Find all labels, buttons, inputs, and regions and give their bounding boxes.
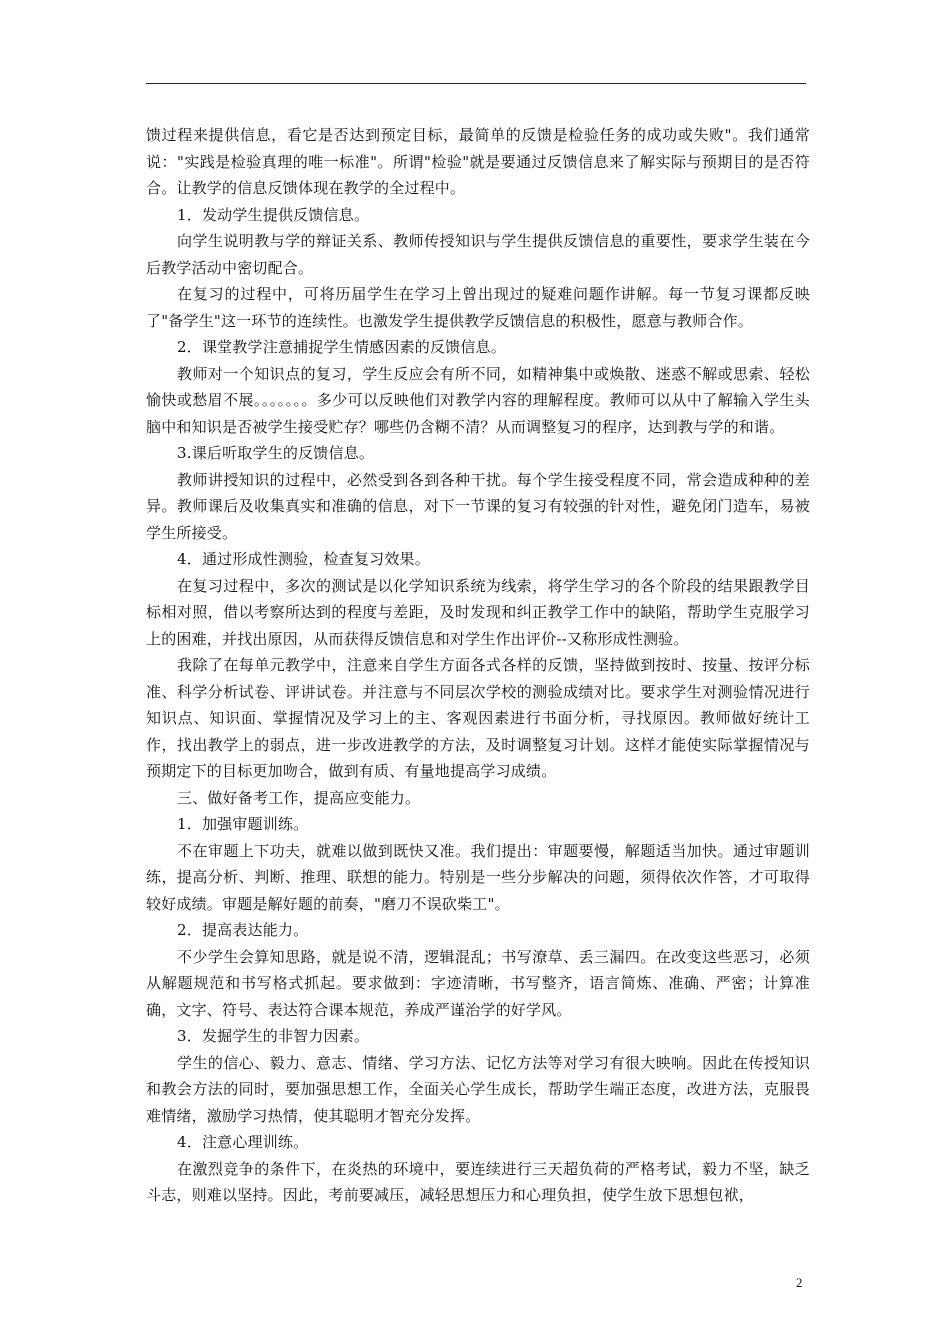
paragraph: 不在审题上下功夫，就难以做到既快又准。我们提出：审题要慢，解题适当加快。通过审题训练，提高分析、判断、推理、联想的能力。特别是一些分步解决的问题，须得依次作答，才可取得较好成绩。审题是解好题的前奏，"磨刀不误砍柴工"。 [146,841,810,913]
paragraph: 向学生说明教与学的辩证关系、教师传授知识与学生提供反馈信息的重要性，要求学生装在今后教学活动中密切配合。 [146,232,810,277]
paragraph: 馈过程来提供信息，看它是否达到预定目标，最简单的反馈是检验任务的成功或失败"。我们通常说："实践是检验真理的唯一标准"。所谓"检验"就是要通过反馈信息来了解实际与预期目的是否符合。让教学的信息反馈体现在教学的全过程中。 [146,126,810,197]
paragraph: 教师对一个知识点的复习，学生反应会有所不同，如精神集中或焕散、迷惑不解或思索、轻松愉快或愁眉不展。。。。。。。多少可以反映他们对教学内容的理解程度。教师可以从中了解输入学生头脑中和知识是否被学生接受贮存？哪些仍含糊不清？从而调整复习的程序，达到教与学的和谐。 [146,364,810,436]
paragraph: 不少学生会算知思路，就是说不清，逻辑混乱；书写潦草、丢三漏四。在改变这些恶习，必须从解题规范和书写格式抓起。要求做到：字迹清晰，书写整齐，语言简炼、准确、严密；计算准确，文字、符号、表达符合课本规范，养成严谨治学的好学风。 [146,947,810,1019]
paragraph: 学生的信心、毅力、意志、情绪、学习方法、记忆方法等对学习有很大映响。因此在传授知识和教会方法的同时，要加强思想工作，全面关心学生成长，帮助学生端正态度，改进方法，克服畏难情绪，激励学习热情，使其聪明才智充分发挥。 [146,1053,810,1125]
header-rule [146,83,806,84]
paragraph: 2．课堂教学注意捕捉学生情感因素的反馈信息。 [177,338,506,356]
paragraph: 4．注意心理训练。 [177,1133,309,1151]
paragraph: 1．加强审题训练。 [177,815,309,833]
paragraph: 三、做好备考工作，提高应变能力。 [177,788,421,807]
paragraph: 3．发掘学生的非智力因素。 [177,1027,370,1045]
paragraph: 教师讲授知识的过程中，必然受到各到各种干扰。每个学生接受程度不同，常会造成种种的差异。教师课后及收集真实和准确的信息，对下一节课的复习有较强的针对性，避免闭门造车，易被学生所接受。 [146,470,810,542]
paragraph: 在激烈竞争的条件下，在炎热的环境中，要连续进行三天超负荷的严格考试，毅力不坚，缺乏斗志，则难以坚持。因此，考前要减压，减轻思想压力和心理负担，使学生放下思想包袱， [146,1159,810,1204]
page-number: 2 [796,1275,803,1290]
paragraph: 4．通过形成性测验，检查复习效果。 [177,550,430,568]
body-text [146,122,810,1209]
paragraph: 3.课后听取学生的反馈信息。 [177,444,375,462]
paragraph: 我除了在每单元教学中，注意来自学生方面各式各样的反馈，坚持做到按时、按量、按评分标准、科学分析试卷、评讲试卷。并注意与不同层次学校的测验成绩对比。要求学生对测验情况进行知识点、知识面、掌握情况及学习上的主、客观因素进行书面分析，寻找原因。教师做好统计工作，找出教学上的弱点，进一步改进教学的方法，及时调整复习计划。这样才能使实际掌握情况与预期定下的目标更加吻合，做到有质、有量地提高学习成绩。 [146,656,810,780]
paragraph: 2．提高表达能力。 [177,921,309,939]
paragraph: 1．发动学生提供反馈信息。 [177,205,370,224]
paragraph: 在复习的过程中，可将历届学生在学习上曾出现过的疑难问题作讲解。每一节复习课都反映了"备学生"这一环节的连续性。也激发学生提供教学反馈信息的积极性，愿意与教师合作。 [146,285,810,330]
paragraph: 在复习过程中，多次的测试是以化学知识系统为线索，将学生学习的各个阶段的结果跟教学目标相对照，借以考察所达到的程度与差距，及时发现和纠正教学工作中的缺陷，帮助学生克服学习上的困难，并找出原因，从而获得反馈信息和对学生作出评价--又称形成性测验。 [146,576,810,648]
